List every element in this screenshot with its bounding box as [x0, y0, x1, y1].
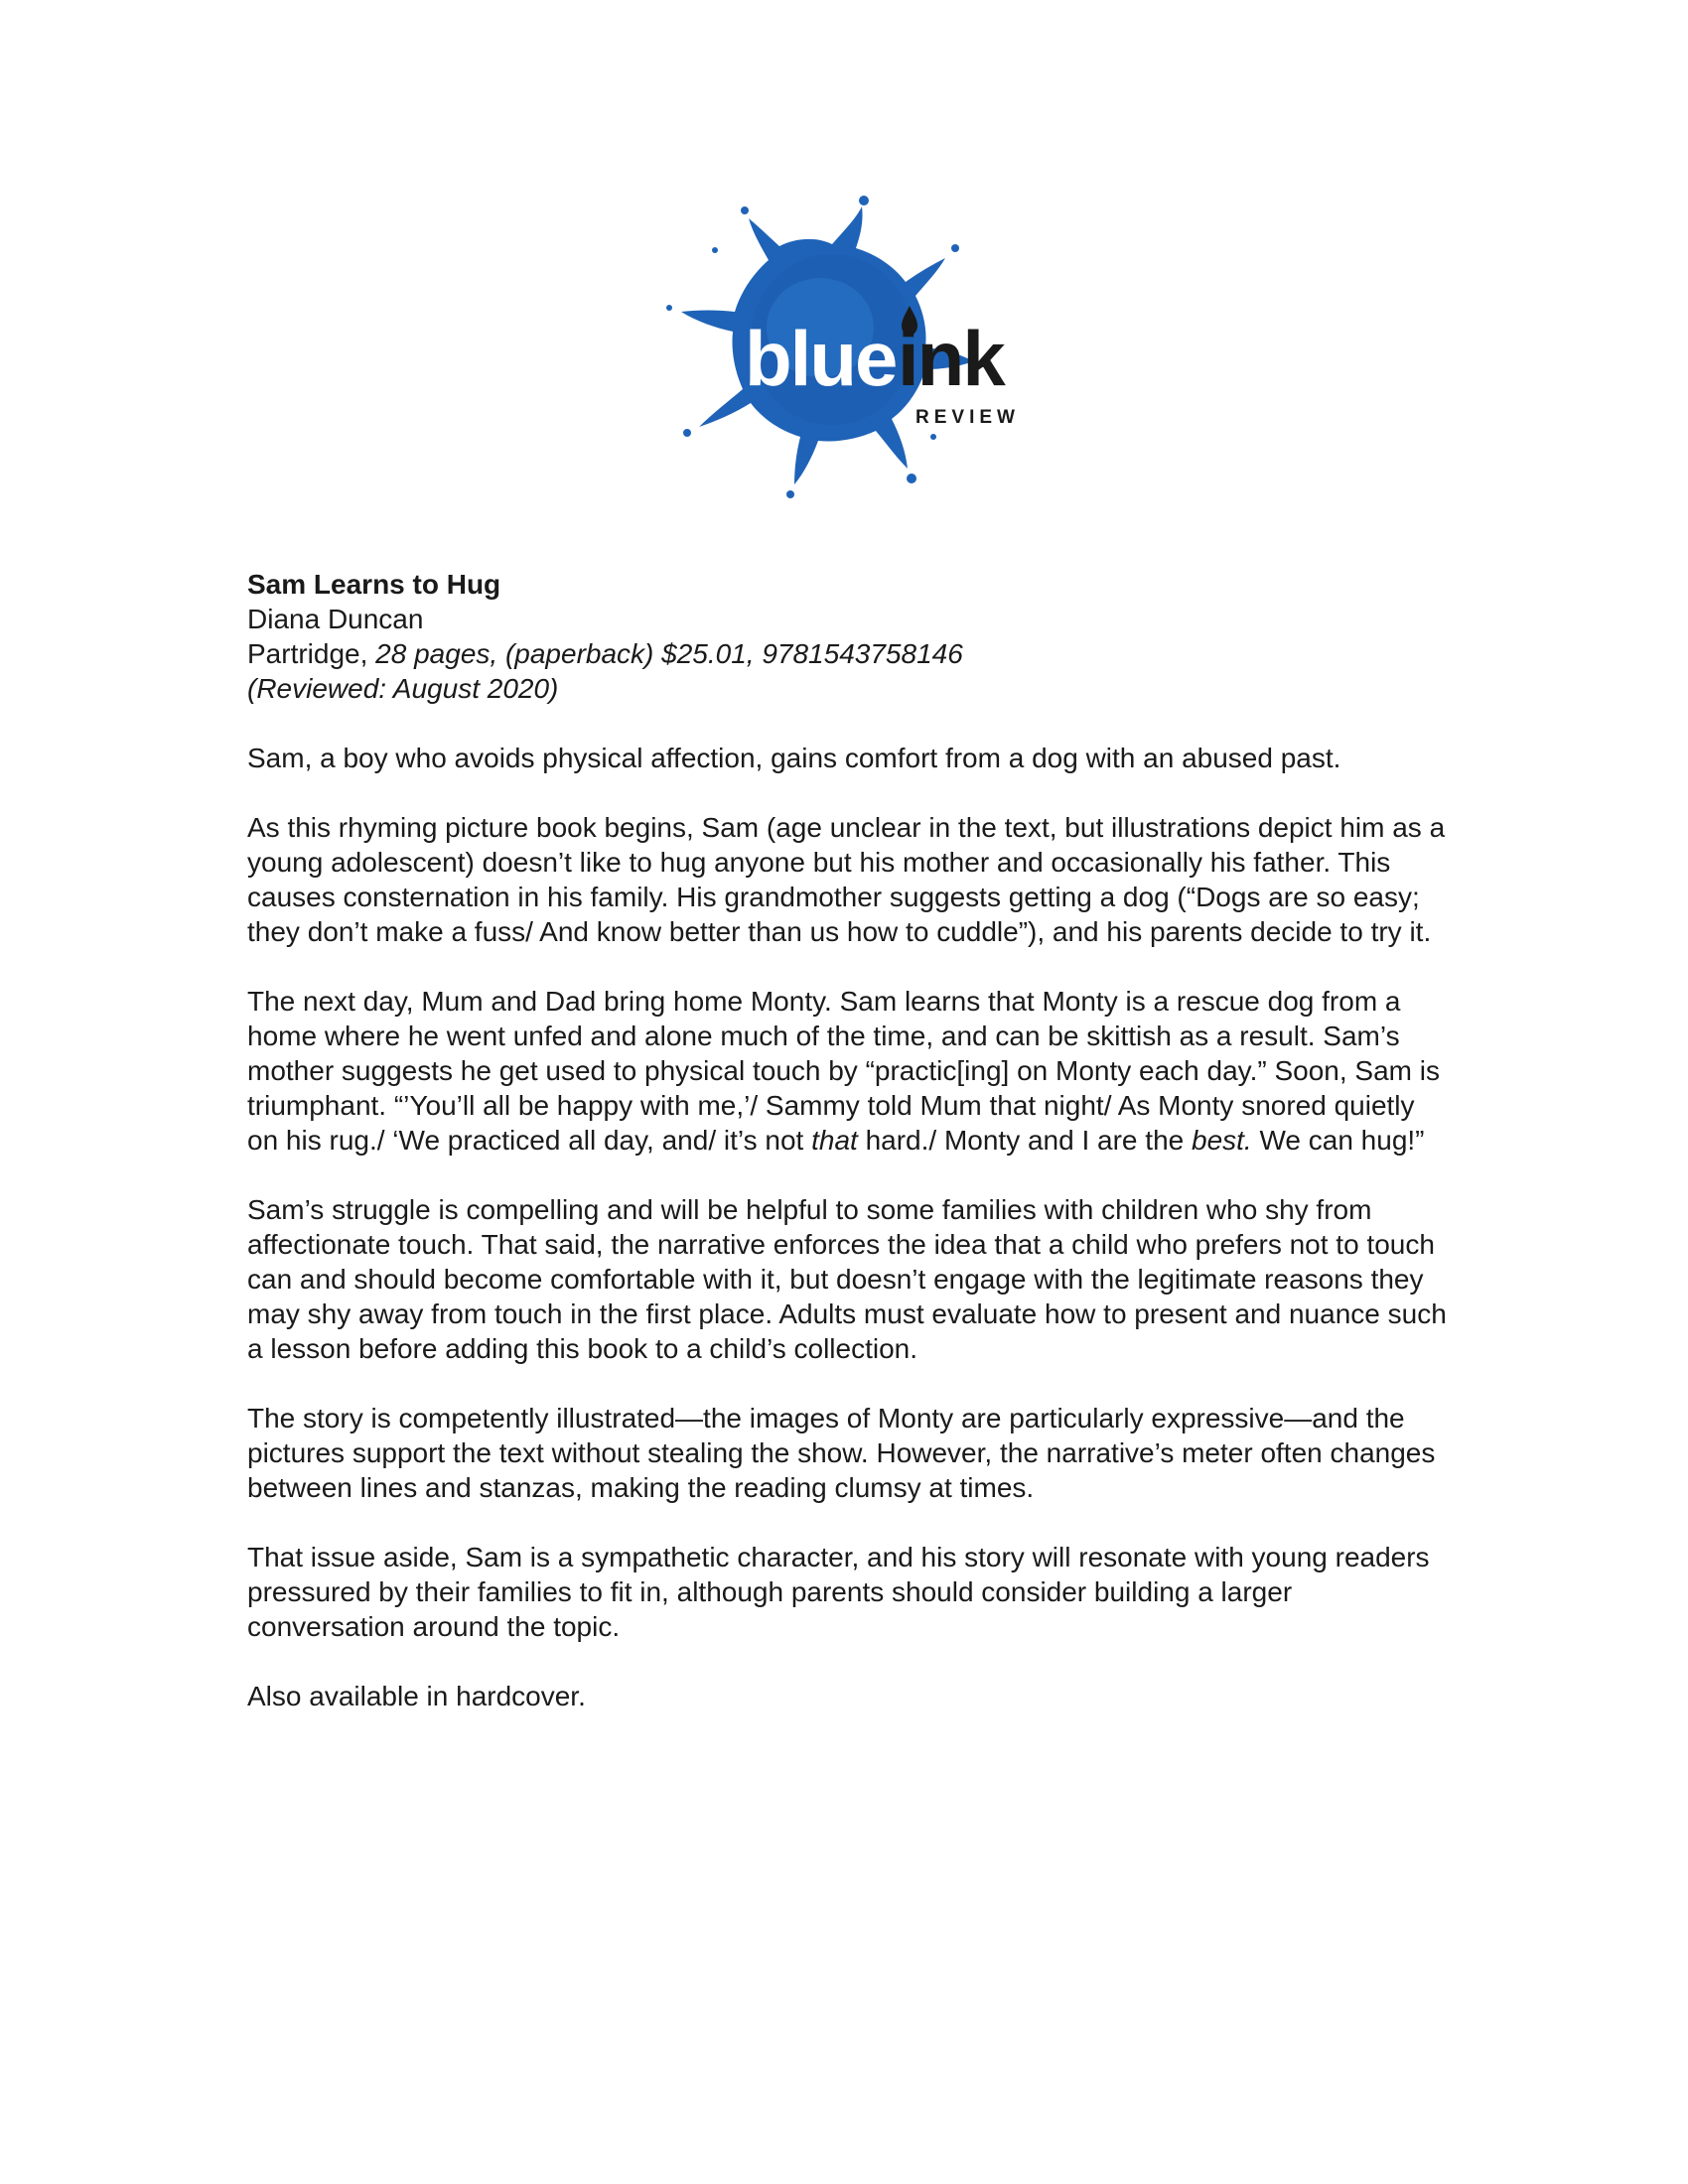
review-paragraph-6: Also available in hardcover. — [247, 1681, 586, 1711]
book-author: Diana Duncan — [247, 604, 424, 634]
blueink-review-logo — [596, 189, 1062, 506]
review-paragraph-2-part-c: We can hug!” — [1251, 1125, 1425, 1156]
review-paragraph-2-emphasis-2: best. — [1192, 1125, 1252, 1156]
review-date — [247, 671, 1449, 706]
ink-splash-icon — [596, 189, 1062, 506]
book-title: Sam Learns to Hug — [247, 569, 501, 600]
review-summary: Sam, a boy who avoids physical affection, gains comfort from a dog with an abused past. — [247, 743, 1341, 773]
review-paragraph-4: The story is competently illustrated—the images of Monty are particularly expressive—and the pictures support the text without stealing the show. However, the narrative’s meter often changes between lines and stanzas, making the reading clumsy at times. — [247, 1403, 1436, 1503]
logo-word-ink: ink — [898, 315, 1004, 402]
review-paragraph-2-part-b: hard./ Monty and I are the — [857, 1125, 1192, 1156]
review-paragraph-2-part-a: The next day, Mum and Dad bring home Monty. Sam learns that Monty is a rescue dog from a home where he went unfed and alone much of the time, and can be skittish as a result. Sam’s mother suggests he get used to physical touch by “practic[ing] on Monty each day.” Soon, Sam is triumphant. “’You’ll all be happy with me,’/ Sammy told Mum that night/ As Monty snored quietly on his rug./ ‘We practiced all day, and/ it’s not — [247, 986, 1441, 1156]
logo-word-review: REVIEW — [915, 407, 1020, 428]
book-details: 28 pages, (paperback) $25.01, 9781543758146 — [367, 638, 963, 669]
book-publication-info — [247, 636, 1449, 671]
review-date-text: (Reviewed: August 2020) — [247, 673, 559, 704]
review-paragraph-3: Sam’s struggle is compelling and will be helpful to some families with children who shy from affectionate touch. That said, the narrative enforces the idea that a child who prefers not to touch can and should become comfortable with it, but doesn’t engage with the legitimate reasons they may shy away from touch in the first place. Adults must evaluate how to present and nuance such a lesson before adding this book to a child’s collection. — [247, 1194, 1447, 1364]
review-paragraph-2-emphasis-1: that — [811, 1125, 858, 1156]
review-paragraph-5: That issue aside, Sam is a sympathetic character, and his story will resonate with young readers pressured by their families to fit in, although parents should consider building a larger conversation around the topic. — [247, 1542, 1430, 1642]
review-paragraph-1: As this rhyming picture book begins, Sam (age unclear in the text, but illustrations depict him as a young adolescent) doesn’t like to hug anyone but his mother and occasionally his father. This causes consternation in his family. His grandmother suggests getting a dog (“Dogs are so easy; they don’t make a fuss/ And know better than us how to cuddle”), and his parents decide to try it. — [247, 812, 1446, 947]
review-paragraph-2 — [247, 984, 1449, 1158]
book-publisher: Partridge, — [247, 638, 368, 669]
logo-word-blue: blue — [745, 315, 897, 402]
review-content — [247, 567, 1449, 1713]
